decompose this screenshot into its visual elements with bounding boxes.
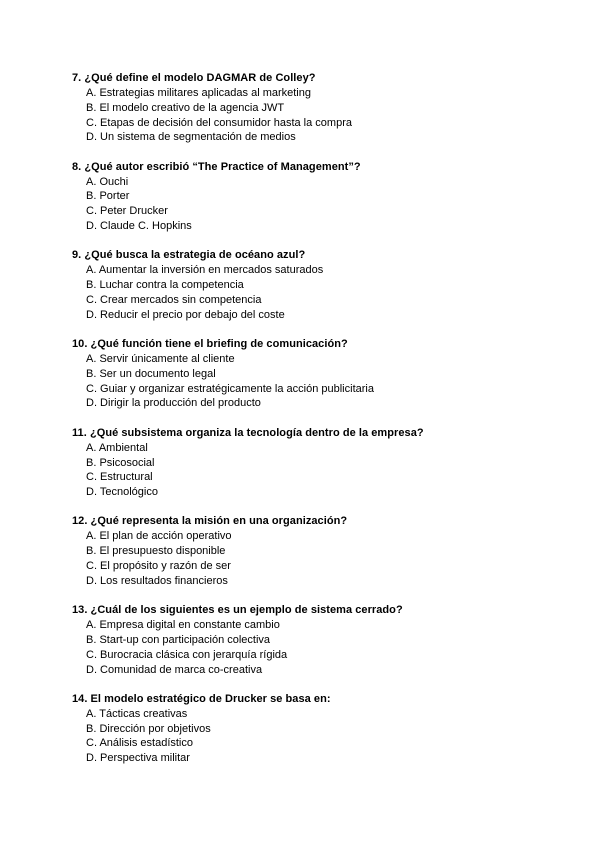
question-12 xyxy=(72,514,572,588)
option-b: B. El modelo creativo de la agencia JWT xyxy=(86,101,285,114)
question-title: 8. ¿Qué autor escribió “The Practice of Management”? xyxy=(72,160,361,173)
option-b: B. Luchar contra la competencia xyxy=(86,279,244,292)
option-c: C. Peter Drucker xyxy=(86,205,168,218)
option-d: D. Dirigir la producción del producto xyxy=(86,397,261,410)
option-a: A. El plan de acción operativo xyxy=(86,530,232,543)
option-c: C. Burocracia clásica con jerarquía rígida xyxy=(86,648,288,661)
option-a: A. Aumentar la inversión en mercados saturados xyxy=(86,264,324,277)
question-title: 11. ¿Qué subsistema organiza la tecnología dentro de la empresa? xyxy=(72,426,424,439)
option-c: C. Estructural xyxy=(86,471,153,484)
question-title: 10. ¿Qué función tiene el briefing de comunicación? xyxy=(72,338,348,351)
option-c: C. El propósito y razón de ser xyxy=(86,560,231,573)
document-page xyxy=(72,71,572,781)
question-9 xyxy=(72,248,572,322)
option-b: B. Porter xyxy=(86,190,130,203)
question-14 xyxy=(72,692,572,766)
option-d: D. Comunidad de marca co-creativa xyxy=(86,663,263,676)
option-d: D. Los resultados financieros xyxy=(86,574,228,587)
question-8 xyxy=(72,160,572,234)
option-d: D. Perspectiva militar xyxy=(86,752,190,765)
question-10 xyxy=(72,337,572,411)
question-title: 9. ¿Qué busca la estrategia de océano azul? xyxy=(72,249,306,262)
option-c: C. Análisis estadístico xyxy=(86,737,193,750)
option-a: A. Servir únicamente al cliente xyxy=(86,353,235,366)
question-title: 13. ¿Cuál de los siguientes es un ejemplo de sistema cerrado? xyxy=(72,604,403,617)
option-c: C. Crear mercados sin competencia xyxy=(86,293,262,306)
option-d: D. Un sistema de segmentación de medios xyxy=(86,131,296,144)
option-c: C. Etapas de decisión del consumidor hasta la compra xyxy=(86,116,352,129)
option-c: C. Guiar y organizar estratégicamente la acción publicitaria xyxy=(86,382,374,395)
option-b: B. Start-up con participación colectiva xyxy=(86,633,271,646)
option-d: D. Tecnológico xyxy=(86,486,158,499)
question-title: 12. ¿Qué representa la misión en una organización? xyxy=(72,515,348,528)
option-b: B. Ser un documento legal xyxy=(86,367,216,380)
option-d: D. Claude C. Hopkins xyxy=(86,220,192,233)
option-d: D. Reducir el precio por debajo del coste xyxy=(86,308,285,321)
option-a: A. Empresa digital en constante cambio xyxy=(86,619,280,632)
option-a: A. Ambiental xyxy=(86,441,148,454)
question-title: 14. El modelo estratégico de Drucker se basa en: xyxy=(72,692,331,705)
option-b: B. Dirección por objetivos xyxy=(86,722,211,735)
option-a: A. Tácticas creativas xyxy=(86,707,188,720)
question-title: 7. ¿Qué define el modelo DAGMAR de Colley? xyxy=(72,72,316,84)
option-a: A. Estrategias militares aplicadas al marketing xyxy=(86,87,311,99)
question-11 xyxy=(72,426,572,500)
option-b: B. El presupuesto disponible xyxy=(86,545,226,558)
option-b: B. Psicosocial xyxy=(86,456,155,469)
question-7 xyxy=(72,71,572,145)
option-a: A. Ouchi xyxy=(86,175,129,188)
question-13 xyxy=(72,603,572,677)
